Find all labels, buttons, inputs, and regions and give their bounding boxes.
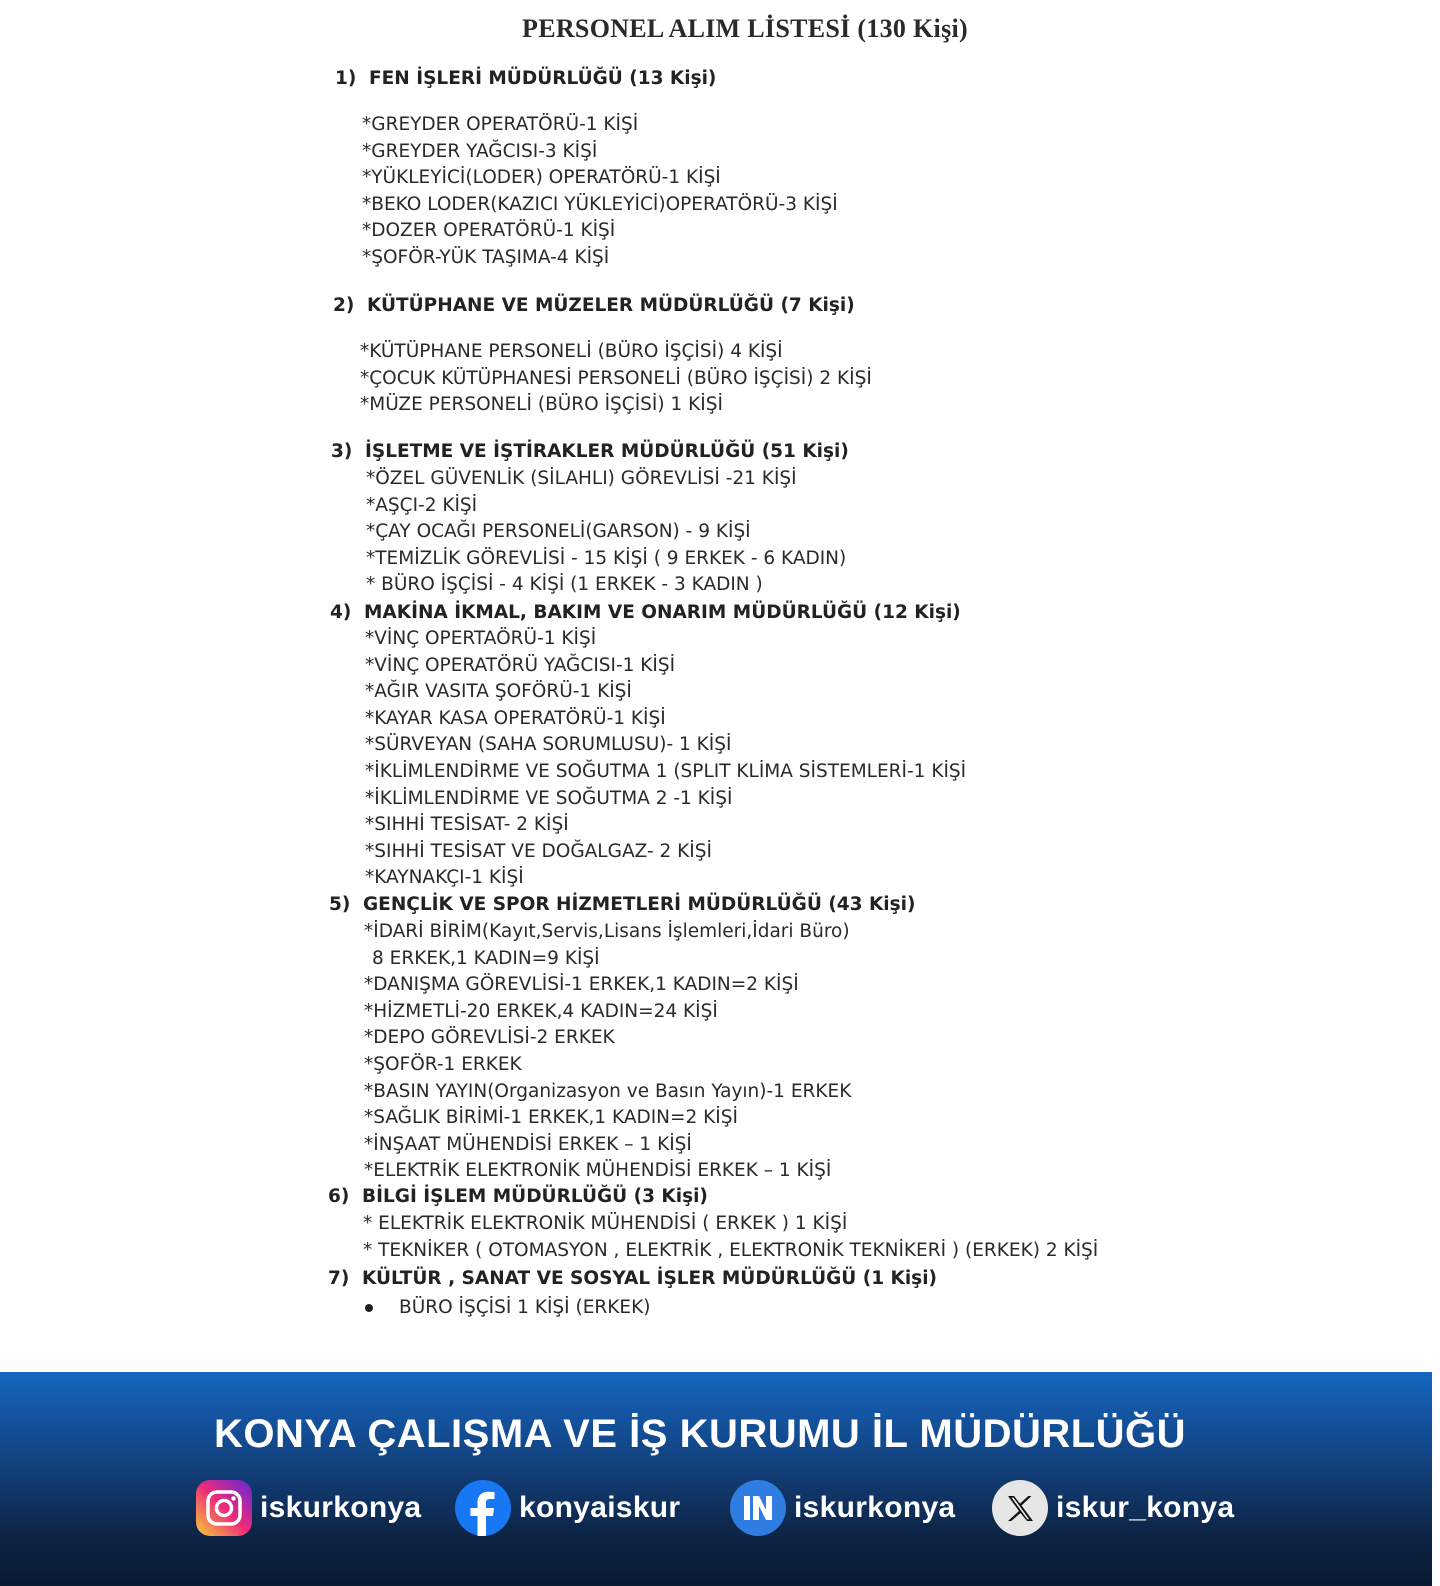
section-heading: MAKİNA İKMAL, BAKIM VE ONARIM MÜDÜRLÜĞÜ (12 Kişi) xyxy=(364,602,961,623)
list-item: *ELEKTRİK ELEKTRONİK MÜHENDİSİ ERKEK – 1 KİŞİ xyxy=(364,1160,832,1182)
list-item: *BASIN YAYIN(Organizasyon ve Basın Yayın)-1 ERKEK xyxy=(364,1080,852,1102)
section-number: 3) xyxy=(331,441,353,462)
bullet-icon xyxy=(365,1304,373,1312)
social-handle: iskurkonya xyxy=(260,1491,422,1524)
list-item: *BEKO LODER(KAZICI YÜKLEYİCİ)OPERATÖRÜ-3 KİŞİ xyxy=(362,193,838,215)
footer-title: KONYA ÇALIŞMA VE İŞ KURUMU İL MÜDÜRLÜĞÜ xyxy=(213,1412,1187,1456)
list-item: *SIHHİ TESİSAT VE DOĞALGAZ- 2 KİŞİ xyxy=(365,840,712,862)
social-nsosyal[interactable] xyxy=(730,1480,955,1536)
footer-banner xyxy=(0,1372,1432,1586)
section-heading: KÜTÜPHANE VE MÜZELER MÜDÜRLÜĞÜ (7 Kişi) xyxy=(367,295,855,316)
list-item: *AŞÇI-2 KİŞİ xyxy=(366,494,478,516)
list-item: *AĞIR VASITA ŞOFÖRÜ-1 KİŞİ xyxy=(365,681,632,703)
section-heading: GENÇLİK VE SPOR HİZMETLERİ MÜDÜRLÜĞÜ (43 Kişi) xyxy=(363,894,916,915)
document-title: PERSONEL ALIM LİSTESİ (130 Kişi) xyxy=(522,14,968,43)
list-item: *ÇOCUK KÜTÜPHANESİ PERSONELİ (BÜRO İŞÇİSİ) 2 KİŞİ xyxy=(360,367,872,389)
section-1-items xyxy=(362,112,838,272)
list-item: *YÜKLEYİCİ(LODER) OPERATÖRÜ-1 KİŞİ xyxy=(362,167,721,189)
section-heading: FEN İŞLERİ MÜDÜRLÜĞÜ (13 Kişi) xyxy=(369,68,717,89)
social-facebook[interactable] xyxy=(455,1480,680,1536)
list-item: *MÜZE PERSONELİ (BÜRO İŞÇİSİ) 1 KİŞİ xyxy=(360,394,723,416)
list-item: *GREYDER OPERATÖRÜ-1 KİŞİ xyxy=(362,114,639,135)
section-heading: BİLGİ İŞLEM MÜDÜRLÜĞÜ (3 Kişi) xyxy=(362,1186,708,1207)
list-item: *HİZMETLİ-20 ERKEK,4 KADIN=24 KİŞİ xyxy=(364,1000,718,1022)
section-3-items xyxy=(366,466,846,599)
list-item: *ŞOFÖR-1 ERKEK xyxy=(364,1053,522,1075)
list-item: *VİNÇ OPERTAÖRÜ-1 KİŞİ xyxy=(365,628,597,649)
list-item: *KAYAR KASA OPERATÖRÜ-1 KİŞİ xyxy=(365,707,666,729)
social-instagram[interactable] xyxy=(196,1480,421,1536)
section-2-items xyxy=(360,339,872,419)
list-item: *ÇAY OCAĞI PERSONELİ(GARSON) - 9 KİŞİ xyxy=(366,521,751,543)
section-4-items xyxy=(365,626,966,892)
section-number: 7) xyxy=(328,1268,350,1289)
list-item: 8 ERKEK,1 KADIN=9 KİŞİ xyxy=(372,947,600,969)
list-item: *KÜTÜPHANE PERSONELİ (BÜRO İŞÇİSİ) 4 KİŞİ xyxy=(360,341,783,362)
section-6-items xyxy=(363,1211,1098,1264)
list-item: * TEKNİKER ( OTOMASYON , ELEKTRİK , ELEKTRONİK TEKNİKERİ ) (ERKEK) 2 KİŞİ xyxy=(363,1239,1099,1261)
section-heading: KÜLTÜR , SANAT VE SOSYAL İŞLER MÜDÜRLÜĞÜ (1 Kişi) xyxy=(362,1268,937,1289)
facebook-icon xyxy=(455,1480,511,1536)
section-number: 5) xyxy=(329,894,351,915)
list-item: *DEPO GÖREVLİSİ-2 ERKEK xyxy=(364,1027,615,1049)
social-x[interactable] xyxy=(992,1480,1234,1536)
list-item: *GREYDER YAĞCISI-3 KİŞİ xyxy=(362,140,598,162)
social-handle: iskurkonya xyxy=(794,1491,956,1524)
list-item: *TEMİZLİK GÖREVLİSİ - 15 KİŞİ ( 9 ERKEK - 6 KADIN) xyxy=(366,547,847,569)
list-item: *ŞOFÖR-YÜK TAŞIMA-4 KİŞİ xyxy=(362,246,610,268)
x-twitter-icon xyxy=(992,1480,1048,1536)
list-item: *SAĞLIK BİRİMİ-1 ERKEK,1 KADIN=2 KİŞİ xyxy=(364,1107,738,1129)
section-7-item xyxy=(365,1297,650,1318)
section-5-items xyxy=(364,919,851,1185)
list-item: * ELEKTRİK ELEKTRONİK MÜHENDİSİ ( ERKEK ) 1 KİŞİ xyxy=(363,1213,848,1234)
list-item: *İNŞAAT MÜHENDİSİ ERKEK – 1 KİŞİ xyxy=(364,1133,692,1155)
section-heading: İŞLETME VE İŞTİRAKLER MÜDÜRLÜĞÜ (51 Kişi) xyxy=(365,441,849,462)
section-number: 1) xyxy=(335,68,357,89)
list-item: *SÜRVEYAN (SAHA SORUMLUSU)- 1 KİŞİ xyxy=(365,734,732,756)
list-item: *DOZER OPERATÖRÜ-1 KİŞİ xyxy=(362,220,616,242)
nsosyal-icon xyxy=(730,1480,786,1536)
list-item: *KAYNAKÇI-1 KİŞİ xyxy=(365,867,524,889)
section-number: 4) xyxy=(330,602,352,623)
list-item: *ÖZEL GÜVENLİK (SİLAHLI) GÖREVLİSİ -21 KİŞİ xyxy=(366,468,797,489)
social-handle: konyaiskur xyxy=(519,1491,681,1524)
list-item: BÜRO İŞÇİSİ 1 KİŞİ (ERKEK) xyxy=(399,1297,651,1318)
list-item: *İKLİMLENDİRME VE SOĞUTMA 1 (SPLIT KLİMA SİSTEMLERİ-1 KİŞİ xyxy=(365,760,967,782)
list-item: *İKLİMLENDİRME VE SOĞUTMA 2 -1 KİŞİ xyxy=(365,787,733,809)
list-item: *İDARİ BİRİM(Kayıt,Servis,Lisans İşlemleri,İdari Büro) xyxy=(364,921,850,942)
list-item: *DANIŞMA GÖREVLİSİ-1 ERKEK,1 KADIN=2 KİŞİ xyxy=(364,974,799,996)
social-handle: iskur_konya xyxy=(1056,1491,1235,1524)
section-number: 2) xyxy=(333,295,355,316)
instagram-icon xyxy=(196,1480,252,1536)
section-number: 6) xyxy=(328,1186,350,1207)
list-item: * BÜRO İŞÇİSİ - 4 KİŞİ (1 ERKEK - 3 KADIN ) xyxy=(366,574,763,596)
list-item: *VİNÇ OPERATÖRÜ YAĞCISI-1 KİŞİ xyxy=(365,654,676,676)
list-item: *SIHHİ TESİSAT- 2 KİŞİ xyxy=(365,814,569,836)
